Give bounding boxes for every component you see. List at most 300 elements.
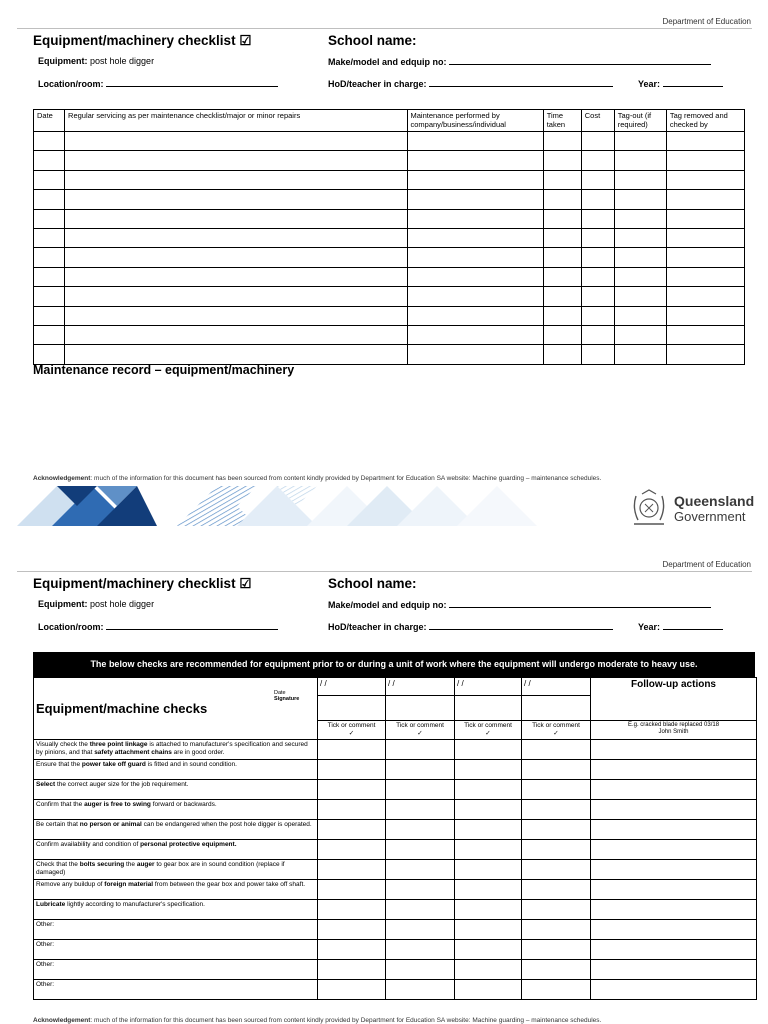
maintenance-cell[interactable] <box>666 228 744 247</box>
follow-up-cell[interactable] <box>591 920 757 940</box>
check-item <box>34 880 318 900</box>
maintenance-cell[interactable] <box>543 325 581 344</box>
follow-up-cell[interactable] <box>591 760 757 780</box>
equipment-field-2 <box>38 599 154 609</box>
maintenance-cell[interactable] <box>65 209 407 228</box>
maintenance-cell[interactable] <box>407 325 543 344</box>
check-response-cell[interactable] <box>522 880 591 900</box>
maintenance-cell[interactable] <box>34 325 65 344</box>
check-response-cell[interactable] <box>522 860 591 880</box>
maintenance-cell[interactable] <box>34 267 65 286</box>
check-item-text: Check that the <box>36 861 80 868</box>
department-label: Department of Education <box>662 17 751 26</box>
maintenance-cell[interactable] <box>666 267 744 286</box>
check-item-text: Remove any buildup of <box>36 881 105 888</box>
check-response-cell[interactable] <box>522 940 591 960</box>
check-row <box>34 940 757 960</box>
check-item-text: Other: <box>36 941 55 948</box>
date-cell[interactable]: / / <box>318 678 386 696</box>
check-response-cell[interactable] <box>522 740 591 760</box>
maintenance-cell[interactable] <box>543 190 581 209</box>
check-response-cell[interactable] <box>455 900 522 920</box>
check-item-text: the <box>124 861 137 868</box>
table-row <box>34 209 745 228</box>
check-response-cell[interactable] <box>455 740 522 760</box>
follow-up-cell[interactable] <box>591 900 757 920</box>
col-header: Tag removed and checked by <box>666 110 744 132</box>
equipment-checks-table <box>33 677 757 1000</box>
check-row <box>34 800 757 820</box>
check-response-cell[interactable] <box>455 780 522 800</box>
check-response-cell[interactable] <box>386 920 455 940</box>
acknowledgement-text: : much of the information for this document has been sourced from content kindly provided by Department for Education SA website: Machine guarding – maintenance schedules. <box>90 475 602 482</box>
acknowledgement-label: Acknowledgement <box>33 475 91 482</box>
table-row <box>34 151 745 170</box>
maintenance-cell[interactable] <box>666 132 744 151</box>
check-response-cell[interactable] <box>386 880 455 900</box>
make-model-field-2 <box>328 599 711 610</box>
location-input-2[interactable] <box>106 621 278 630</box>
check-item-text: to gear box are in sound condition (replace if damaged) <box>36 861 285 876</box>
check-item-text: is attached to manufacturer's specification and secured by pinions, and that <box>36 741 308 756</box>
check-row <box>34 900 757 920</box>
equipment-value: post hole digger <box>90 56 155 66</box>
check-response-cell[interactable] <box>522 820 591 840</box>
equipment-field <box>38 56 154 66</box>
location-input[interactable] <box>106 78 278 87</box>
acknowledgement-2 <box>33 1017 601 1024</box>
date-label: Date <box>274 690 286 696</box>
maintenance-record-title: Maintenance record – equipment/machinery <box>33 363 295 377</box>
check-item-text: Be certain that <box>36 821 80 828</box>
check-row <box>34 820 757 840</box>
check-response-cell[interactable] <box>318 960 386 980</box>
check-response-cell[interactable] <box>522 980 591 1000</box>
check-response-cell[interactable] <box>455 760 522 780</box>
check-response-cell[interactable] <box>386 800 455 820</box>
maintenance-table-header <box>34 110 745 132</box>
maintenance-cell[interactable] <box>65 228 407 247</box>
maintenance-cell[interactable] <box>666 287 744 306</box>
maintenance-cell[interactable] <box>543 287 581 306</box>
hod-input-2[interactable] <box>429 621 613 630</box>
check-response-cell[interactable] <box>455 980 522 1000</box>
checklist-title-text-2: Equipment/machinery checklist <box>33 576 236 591</box>
check-item-text: safety attachment chains <box>94 749 172 756</box>
follow-up-cell[interactable] <box>591 880 757 900</box>
acknowledgement-text-2: : much of the information for this document has been sourced from content kindly provided by Department for Education SA website: Machine guarding – maintenance schedules. <box>90 1017 602 1024</box>
maintenance-cell[interactable] <box>34 345 65 364</box>
col-header: Time taken <box>543 110 581 132</box>
check-response-cell[interactable] <box>386 960 455 980</box>
example-line2: John Smith <box>658 729 689 735</box>
check-item <box>34 780 318 800</box>
follow-up-cell[interactable] <box>591 860 757 880</box>
make-model-field <box>328 56 711 67</box>
checkmark-icon: ✓ <box>485 730 491 737</box>
maintenance-cell[interactable] <box>543 132 581 151</box>
check-response-cell[interactable] <box>386 940 455 960</box>
maintenance-cell[interactable] <box>614 248 666 267</box>
maintenance-cell[interactable] <box>614 190 666 209</box>
table-row <box>34 132 745 151</box>
check-row <box>34 980 757 1000</box>
maintenance-cell[interactable] <box>407 306 543 325</box>
check-item-text: Confirm availability and condition of <box>36 841 141 848</box>
location-field-2 <box>38 621 278 632</box>
check-row <box>34 740 757 760</box>
check-item-text: Lubricate <box>36 901 66 908</box>
maintenance-cell[interactable] <box>407 190 543 209</box>
maintenance-cell[interactable] <box>581 190 614 209</box>
maintenance-cell[interactable] <box>34 151 65 170</box>
check-item-text: Other: <box>36 981 55 988</box>
signature-cell[interactable] <box>386 696 455 721</box>
make-model-input[interactable] <box>449 56 711 65</box>
maintenance-cell[interactable] <box>34 170 65 189</box>
maintenance-cell[interactable] <box>543 267 581 286</box>
check-item-text: foreign material <box>104 881 154 888</box>
tick-header <box>522 721 591 740</box>
checklist-title-text: Equipment/machinery checklist <box>33 33 236 48</box>
maintenance-cell[interactable] <box>581 345 614 364</box>
maintenance-cell[interactable] <box>581 325 614 344</box>
check-response-cell[interactable] <box>386 900 455 920</box>
follow-up-cell[interactable] <box>591 820 757 840</box>
maintenance-cell[interactable] <box>543 248 581 267</box>
check-row <box>34 880 757 900</box>
maintenance-cell[interactable] <box>65 170 407 189</box>
table-row <box>34 267 745 286</box>
school-name-label-2: School name: <box>328 576 417 591</box>
check-item-text: Select <box>36 781 56 788</box>
check-row <box>34 840 757 860</box>
tick-header <box>455 721 522 740</box>
check-response-cell[interactable] <box>318 840 386 860</box>
tick-label: Tick or comment <box>396 722 444 729</box>
maintenance-cell[interactable] <box>666 190 744 209</box>
check-response-cell[interactable] <box>318 920 386 940</box>
maintenance-cell[interactable] <box>581 151 614 170</box>
maintenance-cell[interactable] <box>666 151 744 170</box>
maintenance-cell[interactable] <box>666 325 744 344</box>
maintenance-cell[interactable] <box>65 151 407 170</box>
hod-field-2 <box>328 621 613 632</box>
date-cell[interactable]: / / <box>455 678 522 696</box>
maintenance-cell[interactable] <box>614 132 666 151</box>
signature-cell[interactable] <box>455 696 522 721</box>
check-item-text: forward or backwards. <box>150 801 217 808</box>
check-row <box>34 860 757 880</box>
location-label-2: Location/room: <box>38 622 104 632</box>
check-response-cell[interactable] <box>386 780 455 800</box>
maintenance-cell[interactable] <box>65 345 407 364</box>
follow-up-example <box>591 721 757 740</box>
check-item-text: Visually check the <box>36 741 90 748</box>
signature-cell[interactable] <box>318 696 386 721</box>
year-input-2[interactable] <box>663 621 723 630</box>
check-response-cell[interactable] <box>318 880 386 900</box>
maintenance-cell[interactable] <box>614 287 666 306</box>
check-item-text: Other: <box>36 961 55 968</box>
maintenance-cell[interactable] <box>614 228 666 247</box>
col-header: Tag-out (if required) <box>614 110 666 132</box>
check-response-cell[interactable] <box>318 800 386 820</box>
check-response-cell[interactable] <box>522 780 591 800</box>
check-item-text: Ensure that the <box>36 761 82 768</box>
maintenance-cell[interactable] <box>666 345 744 364</box>
check-item <box>34 740 318 760</box>
table-row <box>34 190 745 209</box>
maintenance-cell[interactable] <box>65 306 407 325</box>
maintenance-cell[interactable] <box>581 287 614 306</box>
maintenance-cell[interactable] <box>543 306 581 325</box>
maintenance-cell[interactable] <box>407 209 543 228</box>
check-item-text: can be endangered when the post hole digger is operated. <box>141 821 312 828</box>
check-response-cell[interactable] <box>522 800 591 820</box>
maintenance-cell[interactable] <box>65 287 407 306</box>
checkbox-icon: ☑ <box>239 33 252 48</box>
check-response-cell[interactable] <box>318 980 386 1000</box>
maintenance-cell[interactable] <box>614 267 666 286</box>
check-item <box>34 800 318 820</box>
check-response-cell[interactable] <box>522 920 591 940</box>
table-row <box>34 306 745 325</box>
check-response-cell[interactable] <box>455 820 522 840</box>
check-response-cell[interactable] <box>522 840 591 860</box>
follow-up-cell[interactable] <box>591 940 757 960</box>
maintenance-cell[interactable] <box>543 170 581 189</box>
signature-label: Signature <box>274 696 300 702</box>
table-row <box>34 170 745 189</box>
year-field-2 <box>638 621 723 632</box>
check-response-cell[interactable] <box>318 900 386 920</box>
location-field <box>38 78 278 89</box>
tick-label: Tick or comment <box>327 722 376 729</box>
equipment-label: Equipment: <box>38 56 88 66</box>
make-model-label: Make/model and edquip no: <box>328 57 447 67</box>
check-item-text: auger is free to swing <box>84 801 151 808</box>
check-item <box>34 920 318 940</box>
maintenance-cell[interactable] <box>34 228 65 247</box>
date-signature-label <box>274 690 299 702</box>
equipment-label-2: Equipment: <box>38 599 88 609</box>
qld-crest-icon <box>628 488 670 528</box>
check-response-cell[interactable] <box>386 980 455 1000</box>
check-response-cell[interactable] <box>386 760 455 780</box>
check-response-cell[interactable] <box>386 860 455 880</box>
tick-label: Tick or comment <box>532 722 580 729</box>
check-response-cell[interactable] <box>522 760 591 780</box>
maintenance-table <box>33 109 745 365</box>
maintenance-cell[interactable] <box>614 170 666 189</box>
check-item <box>34 900 318 920</box>
maintenance-cell[interactable] <box>34 306 65 325</box>
follow-up-cell[interactable] <box>591 740 757 760</box>
check-response-cell[interactable] <box>386 740 455 760</box>
maintenance-cell[interactable] <box>666 170 744 189</box>
year-input[interactable] <box>663 78 723 87</box>
check-response-cell[interactable] <box>318 780 386 800</box>
check-response-cell[interactable] <box>455 800 522 820</box>
follow-up-cell[interactable] <box>591 780 757 800</box>
maintenance-cell[interactable] <box>543 151 581 170</box>
maintenance-cell[interactable] <box>407 267 543 286</box>
logo-line2: Government <box>674 509 746 524</box>
maintenance-cell[interactable] <box>543 345 581 364</box>
check-row <box>34 920 757 940</box>
acknowledgement <box>33 475 601 482</box>
checks-date-row <box>34 678 757 696</box>
check-response-cell[interactable] <box>522 960 591 980</box>
maintenance-cell[interactable] <box>581 267 614 286</box>
year-label: Year: <box>638 79 661 89</box>
department-label-2: Department of Education <box>662 560 751 569</box>
check-item-text: the correct auger size for the job requirement. <box>55 781 189 788</box>
maintenance-cell[interactable] <box>65 267 407 286</box>
table-row <box>34 228 745 247</box>
maintenance-cell[interactable] <box>581 132 614 151</box>
follow-up-cell[interactable] <box>591 960 757 980</box>
check-row <box>34 760 757 780</box>
check-item-text: power take off guard <box>81 761 146 768</box>
logo-line1: Queensland <box>674 493 755 509</box>
check-item-text: three point linkage <box>89 741 148 748</box>
check-response-cell[interactable] <box>455 840 522 860</box>
maintenance-cell[interactable] <box>614 306 666 325</box>
maintenance-cell[interactable] <box>543 209 581 228</box>
maintenance-cell[interactable] <box>581 306 614 325</box>
col-header: Cost <box>581 110 614 132</box>
make-model-input-2[interactable] <box>449 599 711 608</box>
checkmark-icon: ✓ <box>348 730 355 737</box>
maintenance-cell[interactable] <box>543 228 581 247</box>
make-model-label-2: Make/model and edquip no: <box>328 600 447 610</box>
col-header: Regular servicing as per maintenance checklist/major or minor repairs <box>65 110 407 132</box>
maintenance-cell[interactable] <box>407 345 543 364</box>
check-response-cell[interactable] <box>318 860 386 880</box>
maintenance-cell[interactable] <box>65 325 407 344</box>
follow-up-cell[interactable] <box>591 980 757 1000</box>
check-response-cell[interactable] <box>318 760 386 780</box>
check-response-cell[interactable] <box>318 740 386 760</box>
check-response-cell[interactable] <box>522 900 591 920</box>
maintenance-cell[interactable] <box>65 132 407 151</box>
check-response-cell[interactable] <box>318 820 386 840</box>
maintenance-cell[interactable] <box>581 170 614 189</box>
follow-up-header: Follow-up actions <box>591 678 757 721</box>
check-item <box>34 960 318 980</box>
check-item-text: lightly according to manufacturer's specification. <box>65 901 205 908</box>
checks-title: Equipment/machine checks <box>36 701 208 716</box>
maintenance-cell[interactable] <box>666 209 744 228</box>
follow-up-cell[interactable] <box>591 800 757 820</box>
year-field <box>638 78 723 89</box>
check-item-text: auger <box>136 861 155 868</box>
col-header: Maintenance performed by company/business/individual <box>407 110 543 132</box>
follow-up-cell[interactable] <box>591 840 757 860</box>
maintenance-cell[interactable] <box>614 325 666 344</box>
check-item-text: is fitted and in sound condition. <box>145 761 237 768</box>
check-item <box>34 820 318 840</box>
hod-label: HoD/teacher in charge: <box>328 79 427 89</box>
maintenance-cell[interactable] <box>581 228 614 247</box>
check-response-cell[interactable] <box>455 860 522 880</box>
check-item-text: bolts securing <box>79 861 125 868</box>
maintenance-cell[interactable] <box>407 151 543 170</box>
check-response-cell[interactable] <box>455 880 522 900</box>
table-row <box>34 325 745 344</box>
acknowledgement-label-2: Acknowledgement <box>33 1017 91 1024</box>
header-rule <box>17 28 752 29</box>
maintenance-cell[interactable] <box>34 248 65 267</box>
check-item <box>34 940 318 960</box>
maintenance-cell[interactable] <box>614 345 666 364</box>
year-label-2: Year: <box>638 622 661 632</box>
check-item <box>34 980 318 1000</box>
table-row <box>34 345 745 364</box>
hod-label-2: HoD/teacher in charge: <box>328 622 427 632</box>
checklist-title-2 <box>33 576 251 592</box>
tick-label: Tick or comment <box>464 722 512 729</box>
check-response-cell[interactable] <box>386 840 455 860</box>
maintenance-cell[interactable] <box>614 209 666 228</box>
check-item-text: from between the gear box and power take off shaft. <box>153 881 306 888</box>
maintenance-cell[interactable] <box>581 209 614 228</box>
maintenance-cell[interactable] <box>34 190 65 209</box>
maintenance-cell[interactable] <box>407 170 543 189</box>
maintenance-cell[interactable] <box>34 132 65 151</box>
date-cell[interactable]: / / <box>522 678 591 696</box>
maintenance-cell[interactable] <box>407 287 543 306</box>
check-response-cell[interactable] <box>455 940 522 960</box>
check-response-cell[interactable] <box>318 940 386 960</box>
hod-input[interactable] <box>429 78 613 87</box>
hod-field <box>328 78 613 89</box>
check-item <box>34 760 318 780</box>
maintenance-cell[interactable] <box>65 190 407 209</box>
maintenance-cell[interactable] <box>614 151 666 170</box>
checklist-title <box>33 33 251 49</box>
check-item-text: are in good order. <box>171 749 225 756</box>
check-item-text: Confirm that the <box>36 801 85 808</box>
check-item <box>34 840 318 860</box>
check-response-cell[interactable] <box>386 820 455 840</box>
check-response-cell[interactable] <box>455 960 522 980</box>
maintenance-cell[interactable] <box>581 248 614 267</box>
checkmark-icon: ✓ <box>417 730 423 737</box>
maintenance-cell[interactable] <box>666 248 744 267</box>
check-item-text: personal protective equipment. <box>140 841 237 848</box>
maintenance-cell[interactable] <box>407 248 543 267</box>
checks-title-cell <box>34 678 318 740</box>
maintenance-cell[interactable] <box>34 209 65 228</box>
table-row <box>34 287 745 306</box>
maintenance-cell[interactable] <box>407 228 543 247</box>
queensland-government-logo <box>674 494 754 524</box>
date-cell[interactable]: / / <box>386 678 455 696</box>
tick-header <box>386 721 455 740</box>
maintenance-cell[interactable] <box>407 132 543 151</box>
check-response-cell[interactable] <box>455 920 522 940</box>
maintenance-cell[interactable] <box>34 287 65 306</box>
check-row <box>34 780 757 800</box>
maintenance-cell[interactable] <box>65 248 407 267</box>
maintenance-cell[interactable] <box>666 306 744 325</box>
signature-cell[interactable] <box>522 696 591 721</box>
check-item <box>34 860 318 880</box>
checkbox-icon: ☑ <box>239 576 252 591</box>
